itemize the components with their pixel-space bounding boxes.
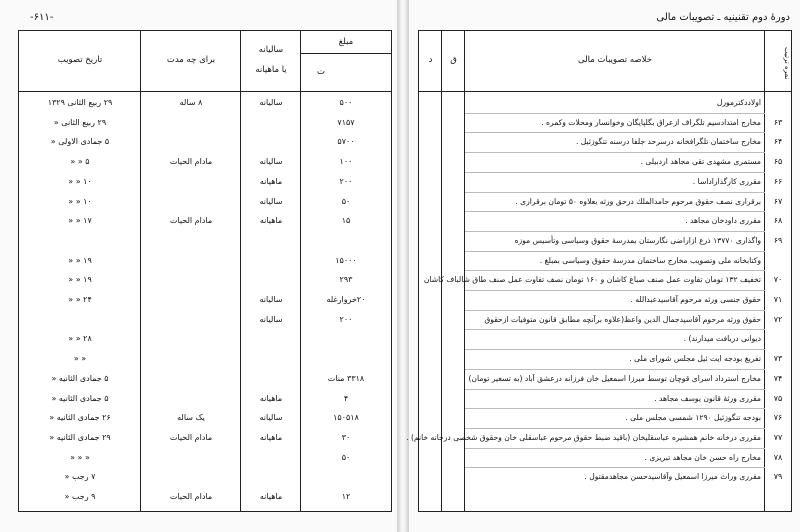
table-row: [19, 408, 391, 427]
table-row: [419, 132, 791, 151]
amount-cell: ۵۰: [341, 452, 351, 462]
left-page-table: [18, 30, 392, 512]
frequency-cell: ماهیانه: [259, 492, 283, 501]
row-number: ۷۵: [773, 393, 783, 403]
book-gutter: [397, 0, 409, 532]
summary-text: مقرری وراث میرزا اسمعیل وآقاسیدحسن مجاهدمقتول .: [584, 472, 761, 482]
row-separator: [465, 428, 765, 429]
row-number: ۶۳: [773, 117, 783, 127]
row-separator: [465, 448, 765, 449]
table-row: [419, 310, 791, 329]
summary-text: حقوق ورثه مرحوم آقاسیدجمال الدین واعظ(علاوه برآنچه مطابق قانون متوفیات ازحقوق: [484, 314, 761, 324]
row-separator: [465, 290, 765, 291]
row-number: ۷۰: [773, 275, 783, 285]
summary-text: حقوق جنسی ورثه مرحوم آقاسیدعبدالله .: [630, 295, 761, 304]
row-separator: [465, 192, 765, 193]
table-row: [419, 251, 791, 270]
header-d: د: [428, 55, 433, 65]
header-number: نمره ترتیب: [783, 46, 791, 80]
table-row: [419, 172, 791, 191]
row-number: ۶۵: [773, 157, 783, 167]
row-number: ۷۶: [773, 413, 783, 423]
date-cell: ۵ جمادی الثانیه «: [51, 373, 109, 383]
frequency-cell: ماهیانه: [259, 393, 283, 403]
amount-cell: ۱۵: [341, 216, 351, 226]
header-or-monthly: یا ماهیانه: [255, 65, 287, 75]
date-cell: ۲۹ جمادی الثانیه «: [49, 432, 111, 442]
header-period: برای چه مدت: [166, 55, 216, 65]
amount-cell: ۱۵۰۰۰: [335, 255, 357, 265]
table-row: [19, 172, 391, 191]
date-cell: ۵ جمادی الثانیه «: [51, 393, 109, 403]
row-number: ۷۹: [773, 472, 783, 482]
date-cell: ۵ « «: [70, 157, 90, 167]
table-row: [419, 349, 791, 368]
row-number: ۶۶: [773, 176, 783, 186]
page-number: -۶۱۱-: [30, 12, 54, 23]
table-row: [19, 349, 391, 368]
row-number: ۷۱: [773, 295, 783, 304]
frequency-cell: ماهیانه: [259, 176, 283, 186]
summary-text: مستمری مشهدی تقی مجاهد اردبیلی .: [640, 157, 761, 167]
row-separator: [465, 251, 765, 252]
summary-text: تخفیف ۱۳۲ تومان تفاوت عمل صنف صباغ کاشان و ۱۶۰ تومان نصف تفاوت عمل صنف طاق شالباف کاشان: [423, 275, 761, 285]
amount-cell: ۲۰خروارغله: [326, 295, 366, 304]
period-cell: مادام الحیات: [169, 492, 213, 501]
table-row: [19, 487, 391, 506]
row-number: ۷۲: [773, 314, 783, 324]
amount-cell: ۴: [343, 393, 349, 403]
header-date: تاریخ تصویب: [57, 55, 103, 65]
amount-cell: ۵۰۰: [339, 98, 353, 107]
amount-cell: ۱۰۰: [339, 157, 353, 167]
date-cell: ۲۹ ربیع الثانی «: [53, 117, 107, 127]
summary-text: واگذاری ۱۳۷۷۰ ذرع ازاراضی نگارستان بمدرسهٔ حقوق وسیاسی وتأسیس موزه: [514, 235, 761, 245]
date-cell: « «: [73, 354, 87, 364]
left-table-header: [19, 31, 391, 92]
summary-text: مقرری درخانه خانم همشیره عباسقلیخان (باقید ضبط حقوق مرحوم عباسقلی خان وحقوق شخصی درخانه خانم) .: [406, 432, 761, 442]
table-row: [419, 113, 791, 132]
row-number: ۶۹: [773, 235, 783, 245]
header-amount: مبلغ: [338, 37, 354, 47]
row-separator: [465, 329, 765, 330]
table-row: [419, 467, 791, 486]
summary-text: مقرری ورثهٔ قانون یوسف مجاهد .: [654, 393, 761, 403]
frequency-cell: سالیانه: [259, 413, 283, 423]
table-row: [419, 231, 791, 250]
row-separator: [465, 152, 765, 153]
header-toman: ت: [316, 67, 325, 77]
frequency-cell: سالیانه: [259, 295, 283, 304]
row-number: ۷۷: [773, 432, 783, 442]
date-cell: ۱۹ « «: [68, 255, 92, 265]
table-row: [19, 369, 391, 388]
date-cell: ۱۰ « «: [68, 196, 92, 206]
period-cell: مادام الحیات: [169, 157, 213, 167]
running-head: دورهٔ دوم تقنینیه ـ تصویبات مالی: [656, 12, 790, 23]
row-separator: [465, 172, 765, 173]
table-row: [19, 251, 391, 270]
date-cell: ۲۹ ربیع الثانی ۱۳۲۹: [47, 98, 113, 107]
summary-text: دیوانی دریافت میدارند) .: [683, 334, 761, 344]
summary-text: بودجه تنگوزئیل ۱۲۹۰ شمسی مجلس ملی .: [625, 413, 761, 423]
table-row: [19, 231, 391, 250]
summary-text: برقراری نصف حقوق مرحوم حامدالملك درحق ورثه بعلاوه ۵۰ تومان برقراری .: [515, 196, 761, 206]
frequency-cell: سالیانه: [259, 314, 283, 324]
amount-cell: ۳۰: [341, 432, 351, 442]
summary-text: مقرری کارگذاراداسا .: [692, 176, 761, 186]
frequency-cell: ماهیانه: [259, 432, 283, 442]
table-row: [19, 211, 391, 230]
amount-cell: ۱۲: [341, 492, 351, 501]
amount-cell: ۲۰۰: [339, 176, 353, 186]
table-row: [419, 290, 791, 309]
row-number: ۷۳: [773, 354, 783, 364]
table-row: [419, 408, 791, 427]
row-number: ۶۷: [773, 196, 783, 206]
row-number: ۷۸: [773, 452, 783, 462]
summary-text: مقرری داودخان مجاهد .: [685, 216, 761, 226]
row-separator: [465, 231, 765, 232]
amount-cell: ۵۷۰۰: [337, 137, 355, 147]
table-row: [419, 211, 791, 230]
period-cell: مادام الحیات: [169, 432, 213, 442]
table-row: [19, 290, 391, 309]
amount-cell: ۲۹۳: [339, 275, 353, 285]
table-row: [19, 428, 391, 447]
row-separator: [465, 369, 765, 370]
period-cell: ۸ ساله: [179, 98, 203, 107]
right-page-table: [406, 30, 792, 512]
table-row: [419, 93, 791, 112]
date-cell: « « «: [70, 452, 90, 462]
date-cell: ۵ جمادی الاولی «: [50, 137, 110, 147]
row-number: ۷۴: [773, 373, 783, 383]
amount-cell: ۲۰۰: [339, 314, 353, 324]
row-separator: [465, 408, 765, 409]
table-row: [419, 270, 791, 289]
date-cell: ۹ رجب «: [64, 492, 96, 501]
header-q: ق: [450, 55, 457, 65]
row-separator: [465, 211, 765, 212]
frequency-cell: سالیانه: [259, 157, 283, 167]
amount-cell: ۳۳۱۸ منات: [327, 373, 365, 383]
table-row: [19, 152, 391, 171]
table-row: [19, 467, 391, 486]
table-row: [406, 428, 791, 447]
table-row: [19, 270, 391, 289]
table-row: [19, 113, 391, 132]
date-cell: ۲۸ « «: [68, 334, 92, 344]
summary-text: وکتابخانه ملی وتصویب مخارج ساختمان مدرسهٔ حقوق وسیاسی بمبلغ .: [539, 255, 761, 265]
summary-text: مخارج امتدادسیم تلگراف ازعراق بگلپایگان وخوانسار ومحلات وکمره .: [541, 117, 761, 127]
table-row: [19, 132, 391, 151]
header-summary: خلاصه تصویبات مالی: [578, 55, 652, 65]
date-cell: ۷ رجب «: [64, 472, 96, 482]
date-cell: ۱۰ « «: [68, 176, 92, 186]
table-row: [419, 192, 791, 211]
row-separator: [465, 310, 765, 311]
summary-text: مخارج ساختمان تلگرافخانه درسرحد جلفا درسنه تنگوزئیل .: [575, 137, 761, 147]
row-separator: [465, 270, 765, 271]
table-row: [419, 329, 791, 348]
row-separator: [465, 389, 765, 390]
period-cell: مادام الحیات: [169, 216, 213, 226]
table-row: [19, 448, 391, 467]
summary-text: مخارج استرداد اسرای قوچان توسط میرزا اسمعیل خان فرزانه درعشق آباد (به تسعیر تومان): [468, 373, 761, 383]
summary-text: اولاددکترمورل: [716, 98, 761, 107]
table-row: [19, 389, 391, 408]
table-row: [419, 152, 791, 171]
table-row: [419, 448, 791, 467]
date-cell: ۱۹ « «: [68, 275, 92, 285]
amount-cell: ۱۵۰۵۱۸: [333, 413, 359, 423]
date-cell: ۲۴ « «: [68, 295, 92, 304]
right-table-header: [419, 31, 791, 92]
table-row: [419, 369, 791, 388]
period-cell: یک ساله: [177, 413, 205, 423]
table-row: [19, 310, 391, 329]
frequency-cell: سالیانه: [259, 98, 283, 107]
table-row: [19, 192, 391, 211]
date-cell: ۲۶ جمادی الثانیه «: [49, 413, 111, 423]
row-separator: [465, 349, 765, 350]
header-annual: سالیانه: [258, 45, 284, 55]
summary-text: مخارج راه حسن خان مجاهد تبریزی .: [644, 452, 761, 462]
table-row: [19, 93, 391, 112]
summary-text: تفریغ بودجه ایت ئیل مجلس شورای ملی .: [629, 354, 761, 364]
frequency-cell: سالیانه: [259, 196, 283, 206]
date-cell: ۱۷ « «: [68, 216, 92, 226]
table-row: [19, 329, 391, 348]
frequency-cell: ماهیانه: [259, 216, 283, 226]
row-separator: [465, 113, 765, 114]
table-row: [419, 389, 791, 408]
amount-cell: ۵۰: [341, 196, 351, 206]
row-separator: [465, 132, 765, 133]
row-separator: [465, 467, 765, 468]
row-number: ۶۸: [773, 216, 783, 226]
row-number: ۶۴: [773, 137, 783, 147]
amount-cell: ۷۱۵۷: [337, 117, 355, 127]
